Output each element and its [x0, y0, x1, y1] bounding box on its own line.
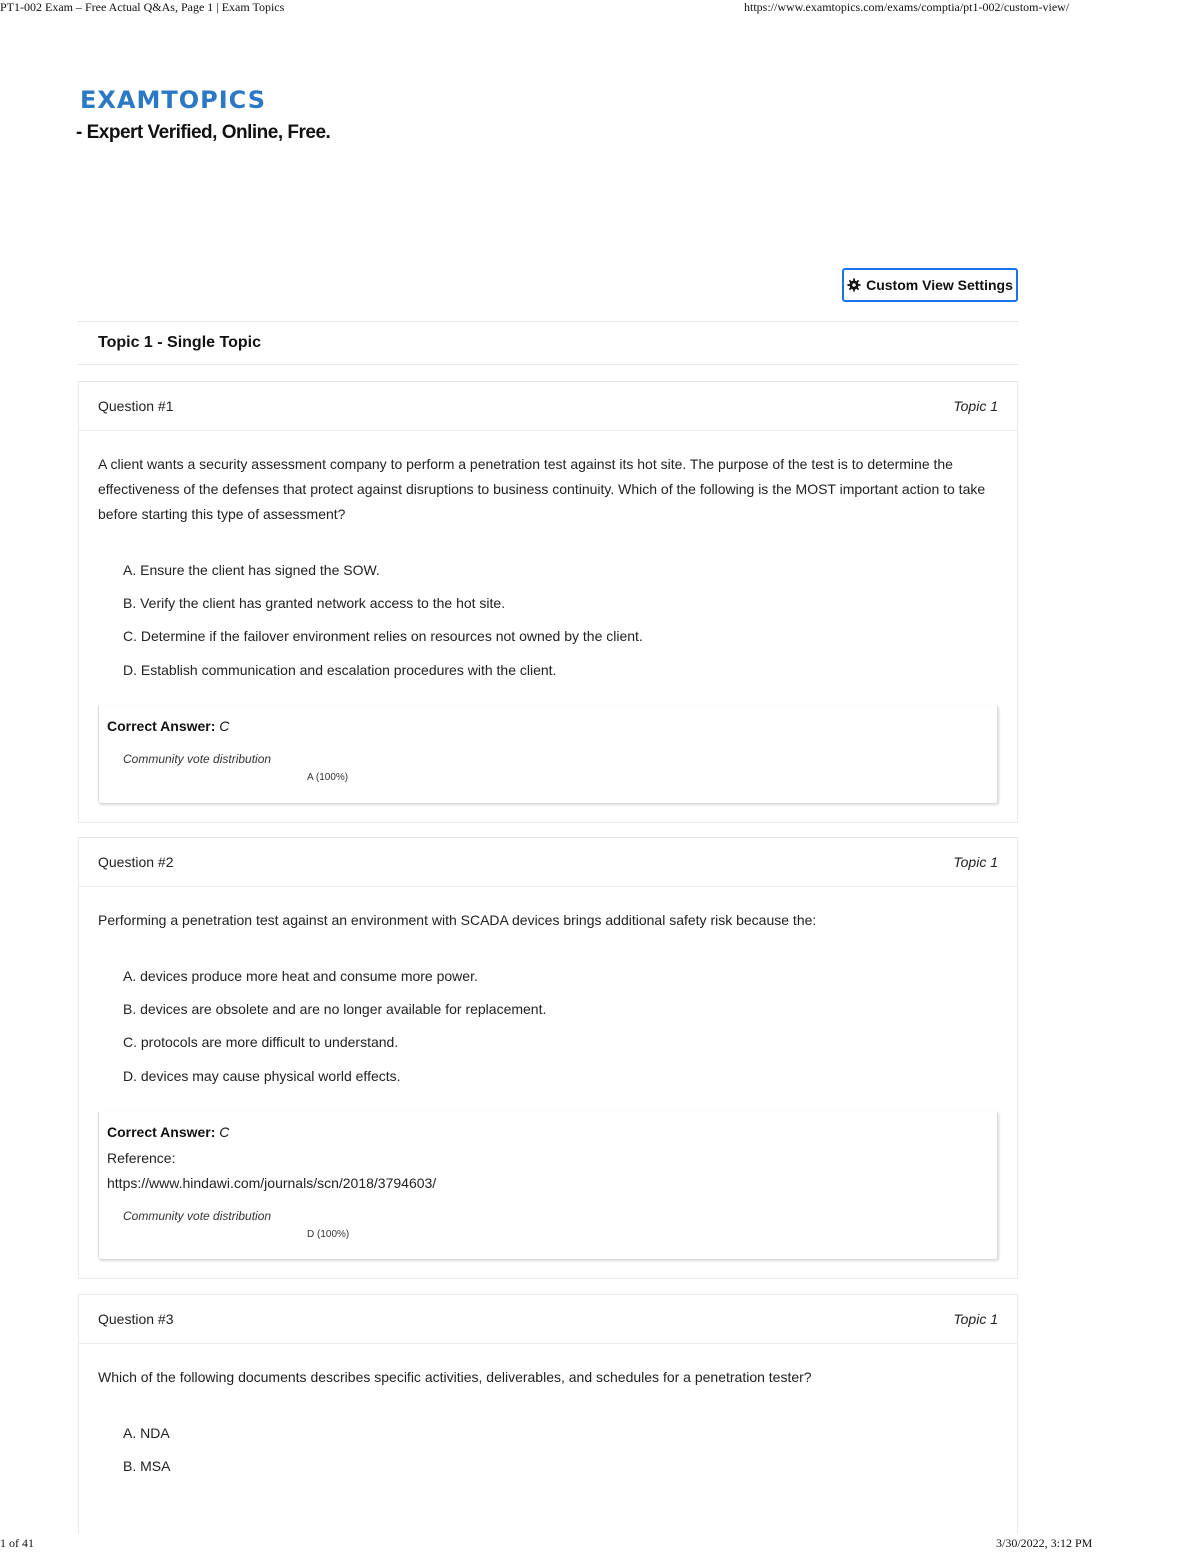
question-card: [78, 1294, 1018, 1534]
correct-answer: [107, 1124, 229, 1140]
question-number: Question #2: [98, 854, 174, 870]
answer-choice[interactable]: A. NDA: [123, 1425, 170, 1441]
print-footer: [0, 1537, 1200, 1553]
question-topic: Topic 1: [953, 854, 998, 870]
correct-answer-label: Correct Answer:: [107, 1124, 216, 1140]
community-vote-bar: A (100%): [307, 772, 349, 783]
answer-choice[interactable]: C. Determine if the failover environment relies on resources not owned by the client.: [123, 628, 643, 644]
question-header: [79, 838, 1017, 887]
question-text: A client wants a security assessment company to perform a penetration test against its hot site. The purpose of the test is to determine the effectiveness of the defenses that protect against disruptions to business continuity. Which of the following is the MOST important action to take before starting this type of assessment?: [98, 456, 986, 522]
question-text: Performing a penetration test against an environment with SCADA devices brings additional safety risk because the:: [98, 912, 817, 928]
print-header: [0, 0, 1200, 16]
answer-choice[interactable]: A. devices produce more heat and consume more power.: [123, 968, 478, 984]
topic-header: [78, 321, 1018, 365]
correct-answer-label: Correct Answer:: [107, 718, 216, 734]
site-tagline: - Expert Verified, Online, Free.: [76, 122, 331, 143]
correct-answer-value: C: [219, 1124, 230, 1140]
question-topic: Topic 1: [953, 1311, 998, 1327]
question-card: [78, 381, 1018, 823]
question-topic: Topic 1: [953, 398, 998, 414]
answer-choice[interactable]: C. protocols are more difficult to understand.: [123, 1034, 399, 1050]
custom-view-settings-button[interactable]: [842, 268, 1018, 302]
site-logo[interactable]: [80, 80, 266, 120]
answer-choice[interactable]: D. devices may cause physical world effects.: [123, 1068, 401, 1084]
community-vote-label: Community vote distribution: [123, 1209, 272, 1223]
logo-text: EXAMTOPICS: [80, 86, 266, 114]
answer-choice[interactable]: B. Verify the client has granted network access to the hot site.: [123, 595, 506, 611]
community-vote-bar: D (100%): [307, 1229, 350, 1240]
reference-link[interactable]: https://www.hindawi.com/journals/scn/2018/3794603/: [107, 1175, 437, 1191]
topic-title: Topic 1 - Single Topic: [98, 334, 261, 351]
print-page-url: https://www.examtopics.com/exams/comptia/pt1-002/custom-view/: [744, 0, 1070, 14]
reference-label: Reference:: [107, 1150, 176, 1166]
answer-choice[interactable]: B. devices are obsolete and are no longer available for replacement.: [123, 1001, 547, 1017]
custom-view-settings-label: Custom View Settings: [866, 277, 1013, 293]
correct-answer-value: C: [219, 718, 230, 734]
answer-section: [98, 1112, 998, 1260]
question-number: Question #1: [98, 398, 174, 414]
community-vote-label: Community vote distribution: [123, 752, 272, 766]
gear-icon: [847, 278, 861, 292]
print-timestamp: 3/30/2022, 3:12 PM: [996, 1536, 1093, 1550]
question-header: [79, 1295, 1017, 1344]
correct-answer: [107, 718, 229, 734]
question-header: [79, 382, 1017, 431]
question-number: Question #3: [98, 1311, 174, 1327]
answer-choice[interactable]: A. Ensure the client has signed the SOW.: [123, 562, 380, 578]
answer-choice[interactable]: B. MSA: [123, 1458, 171, 1474]
question-card: [78, 837, 1018, 1279]
print-page-number: 1 of 41: [0, 1536, 34, 1550]
answer-choice[interactable]: D. Establish communication and escalation procedures with the client.: [123, 662, 557, 678]
answer-section: [98, 706, 998, 804]
question-text: Which of the following documents describes specific activities, deliverables, and schedules for a penetration tester?: [98, 1369, 812, 1385]
print-page-title: PT1-002 Exam – Free Actual Q&As, Page 1 | Exam Topics: [0, 0, 285, 14]
